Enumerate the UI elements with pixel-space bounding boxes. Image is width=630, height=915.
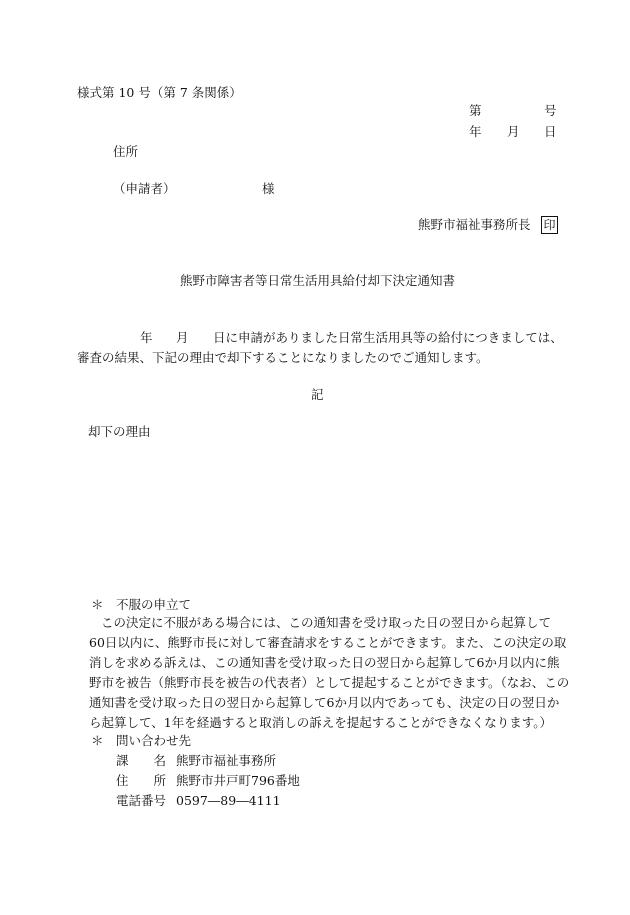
appeal-line: 60日以内に、熊野市長に対して審査請求をすることができます。また、この決定の取 (89, 635, 567, 650)
number-prefix: 第 (469, 103, 482, 118)
contact-row-value: 熊野市福祉事務所 (176, 753, 277, 768)
contact-row-label: 住 所 (116, 773, 167, 788)
body-line2: 審査の結果、下記の理由で却下することになりましたのでご通知します。 (77, 350, 489, 365)
appeal-line: 野市を被告（熊野市長を被告の代表者）として提起することができます。（なお、この (89, 675, 570, 690)
applicant-label: （申請者） (113, 181, 176, 196)
contact-heading: 問い合わせ先 (116, 733, 192, 748)
date-year: 年 (469, 124, 482, 139)
body-month: 月 (176, 330, 189, 345)
body-year: 年 (140, 330, 153, 345)
appeal-mark: ＊ (91, 597, 104, 612)
contact-row-label: 電話番号 (116, 793, 167, 808)
date-month: 月 (507, 124, 520, 139)
contact-row-label: 課 名 (116, 753, 167, 768)
contact-row-value: 熊野市井戸町796番地 (176, 773, 300, 788)
reason-label: 却下の理由 (88, 424, 151, 439)
seal-stamp: 印 (541, 216, 558, 234)
appeal-heading: 不服の申立て (116, 597, 192, 612)
appeal-line: この決定に不服がある場合には、この通知書を受け取った日の翌日から起算して (101, 615, 552, 630)
contact-mark: ＊ (91, 733, 104, 748)
address-label: 住所 (113, 144, 139, 159)
ki-heading: 記 (311, 387, 324, 402)
number-suffix: 号 (544, 103, 557, 118)
contact-row-value: 0597―89―4111 (176, 793, 281, 808)
appeal-line: 消しを求める訴えは、この通知書を受け取った日の翌日から起算して6か月以内に熊 (89, 655, 560, 670)
body-line1-rest: 日に申請がありました日常生活用具等の給付につきましては、 (213, 330, 563, 345)
honorific: 様 (262, 181, 275, 196)
form-id: 様式第 10 号（第 7 条関係） (77, 85, 242, 100)
date-day: 日 (544, 124, 557, 139)
appeal-line: 通知書を受け取った日の翌日から起算して6か月以内であっても、決定の日の翌日か (89, 695, 560, 710)
document-title: 熊野市障害者等日常生活用具給付却下決定通知書 (180, 273, 456, 288)
appeal-line: ら起算して、1年を経過すると取消しの訴えを提起することができなくなります。） (89, 715, 552, 730)
issuer: 熊野市福祉事務所長 (418, 217, 531, 232)
